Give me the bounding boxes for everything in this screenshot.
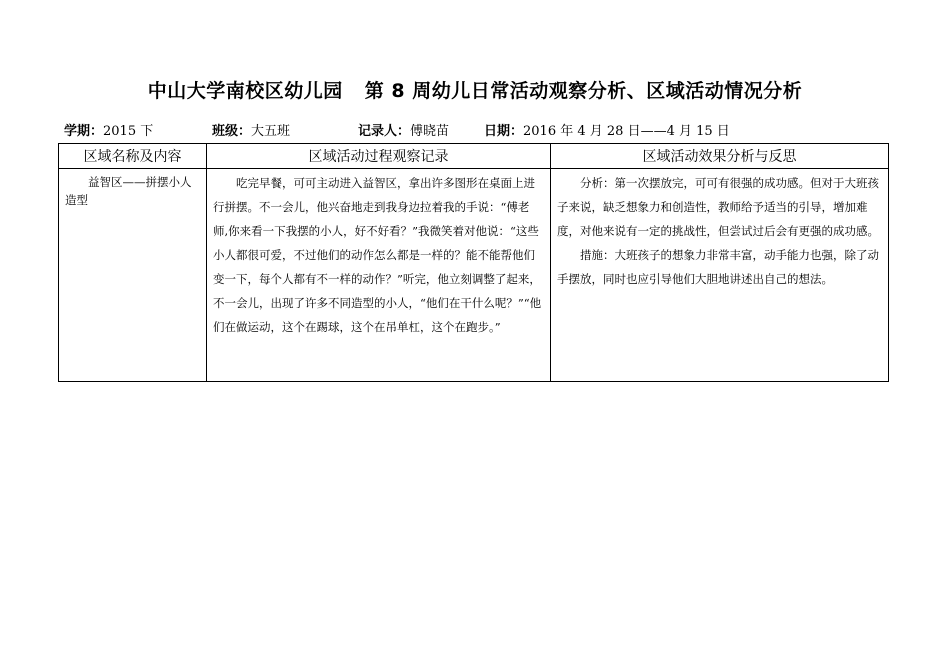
cell-analysis [551, 169, 889, 382]
cell-record [207, 169, 551, 382]
observation-table [58, 143, 889, 382]
table-header-row [59, 144, 889, 169]
meta-class [212, 120, 290, 139]
term-label: 学期： [64, 124, 104, 139]
date-label: 日期： [484, 124, 524, 139]
header-analysis: 区域活动效果分析与反思 [551, 144, 889, 169]
page-title [0, 76, 950, 103]
class-value: 大五班 [251, 124, 291, 139]
analysis-text: 分析：第一次摆放完，可可有很强的成功感。但对于大班孩子来说，缺乏想象力和创造性，教师给予适当的引导，增加难度，对他来说有一定的挑战性，但尝试过后会有更强的成功感。 [557, 176, 879, 238]
title-school: 中山大学南校区幼儿园 [147, 80, 343, 102]
observation-record: 吃完早餐，可可主动进入益智区，拿出许多图形在桌面上进行拼摆。不一会儿，他兴奋地走到我身边拉着我的手说：“傅老师,你来看一下我摆的小人，好不好看？”我微笑着对他说：“这些小人都很可爱，不过他们的动作怎么都是一样的？能不能帮他们变一下，每个人都有不一样的动作？”听完，他立刻调整了起来，不一会儿，出现了许多不同造型的小人，“他们在干什么呢？”“他们在做运动，这个在踢球，这个在吊单杠，这个在跑步。” [213, 176, 542, 334]
recorder-value: 傅晓苗 [410, 124, 450, 139]
table-row [59, 169, 889, 382]
term-value: 2015 下 [103, 124, 154, 139]
meta-term [64, 120, 153, 139]
meta-date [484, 120, 730, 139]
title-subject: 第 8 周幼儿日常活动观察分析、区域活动情况分析 [364, 80, 803, 102]
date-value: 2016 年 4 月 28 日——4 月 15 日 [523, 124, 730, 139]
header-area: 区域名称及内容 [59, 144, 207, 169]
class-label: 班级： [212, 124, 252, 139]
cell-area [59, 169, 207, 382]
area-name: 益智区——拼摆小人造型 [65, 175, 192, 207]
recorder-label: 记录人： [358, 124, 411, 139]
measures-text: 措施：大班孩子的想象力非常丰富，动手能力也强，除了动手摆放，同时也应引导他们大胆地讲述出自己的想法。 [557, 248, 879, 286]
header-record: 区域活动过程观察记录 [207, 144, 551, 169]
meta-recorder [358, 120, 449, 139]
